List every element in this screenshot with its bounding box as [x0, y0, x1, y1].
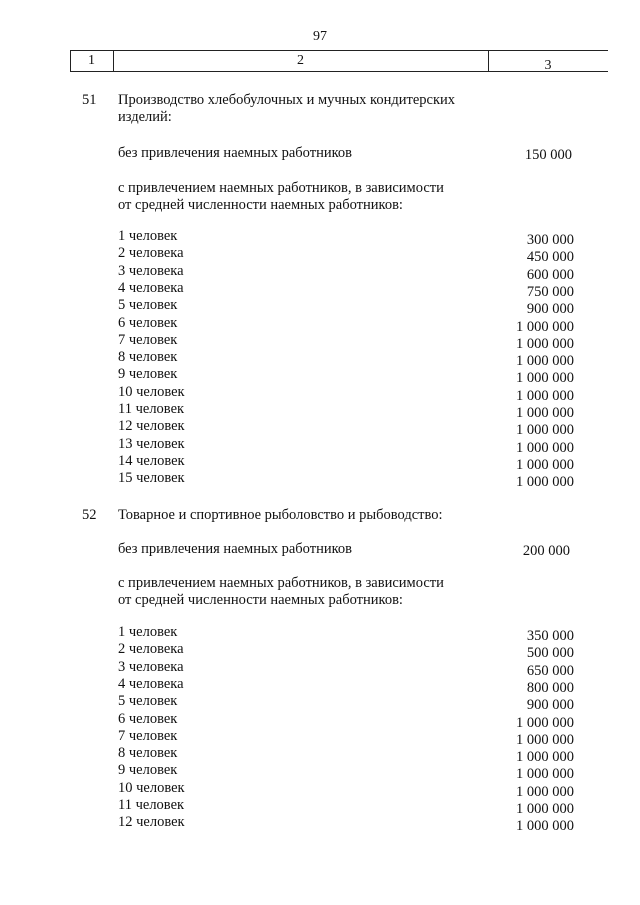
headcount-label: 15 человек: [118, 470, 185, 487]
headcount-label: 12 человек: [118, 814, 185, 831]
header-top-rule: [70, 50, 608, 51]
headcount-label: 14 человек: [118, 452, 185, 469]
amount-value: 650 000: [526, 662, 574, 679]
table-row: [118, 245, 574, 266]
section-title-line: Производство хлебобулочных и мучных кондитерских: [118, 92, 456, 108]
amount-value: 300 000: [526, 232, 574, 248]
section-title-line: изделий:: [118, 109, 172, 125]
with-hired-heading: [118, 180, 444, 214]
without-hired-value: 200 000: [522, 543, 570, 559]
amount-value: 1 000 000: [516, 714, 574, 731]
headcount-label: 9 человек: [118, 762, 178, 779]
amount-value: 1 000 000: [516, 818, 574, 835]
table-row: [118, 658, 574, 679]
table-row: [118, 797, 574, 817]
headcount-label: 12 человек: [118, 418, 185, 435]
headcount-label: 10 человек: [118, 383, 185, 400]
amount-value: 1 000 000: [516, 353, 574, 370]
amount-value: 1 000 000: [516, 783, 574, 800]
section-title: [118, 92, 455, 126]
amount-value: 1 000 000: [516, 405, 574, 421]
with-hired-line: от средней численности наемных работников:: [118, 592, 403, 608]
headcount-label: 7 человек: [118, 331, 178, 348]
amount-value: 1 000 000: [516, 456, 574, 473]
table-row: [118, 641, 574, 662]
column-header-1: 1: [88, 53, 95, 68]
column-header-2: 2: [297, 53, 304, 68]
amount-value: 900 000: [526, 697, 574, 714]
table-row: [118, 745, 574, 766]
table-row: [118, 727, 574, 748]
headcount-label: 2 человека: [118, 641, 184, 658]
table-row: [118, 814, 574, 835]
table-row: [118, 297, 574, 318]
table-row: [118, 331, 574, 352]
headcount-label: 11 человек: [118, 797, 185, 813]
amount-value: 1 000 000: [516, 749, 574, 766]
headcount-label: 3 человека: [118, 658, 184, 675]
with-hired-line: с привлечением наемных работников, в зависимости: [118, 575, 444, 591]
headcount-label: 11 человек: [118, 401, 185, 417]
headcount-label: 4 человека: [118, 279, 184, 296]
headcount-label: 3 человека: [118, 262, 184, 279]
amount-value: 1 000 000: [516, 801, 574, 817]
headcount-label: 8 человек: [118, 349, 178, 366]
headcount-label: 10 человек: [118, 779, 185, 796]
amount-value: 450 000: [526, 249, 574, 266]
headcount-label: 8 человек: [118, 745, 178, 762]
amount-value: 350 000: [526, 628, 574, 644]
without-hired-label: без привлечения наемных работников: [118, 541, 352, 557]
amount-value: 800 000: [526, 679, 574, 696]
headcount-label: 1 человек: [118, 624, 178, 640]
headcount-label: 13 человек: [118, 435, 185, 452]
table-row: [118, 418, 574, 439]
table-row: [118, 675, 574, 696]
amount-value: 1 000 000: [516, 335, 574, 352]
column-header-3: 3: [544, 58, 552, 73]
amount-value: 1 000 000: [516, 387, 574, 404]
with-hired-heading: [118, 575, 444, 609]
amount-value: 1 000 000: [516, 731, 574, 748]
amount-value: 500 000: [526, 645, 574, 662]
amount-value: 1 000 000: [516, 422, 574, 439]
amount-value: 600 000: [526, 266, 574, 283]
table-row: [118, 470, 574, 491]
table-row: [118, 401, 574, 421]
headcount-label: 7 человек: [118, 727, 178, 744]
amount-value: 900 000: [526, 301, 574, 318]
headcount-label: 5 человек: [118, 297, 178, 314]
with-hired-line: с привлечением наемных работников, в зависимости: [118, 180, 444, 196]
amount-value: 1 000 000: [516, 439, 574, 456]
page-number: 97: [313, 29, 327, 44]
section-number: 51: [82, 92, 97, 108]
table-row: [118, 624, 574, 644]
headcount-label: 2 человека: [118, 245, 184, 262]
table-row: [118, 693, 574, 714]
table-row: [118, 228, 574, 248]
table-row: [118, 779, 574, 800]
section-title: Товарное и спортивное рыболовство и рыбоводство:: [118, 507, 443, 523]
headcount-label: 6 человек: [118, 314, 178, 331]
headcount-label: 5 человек: [118, 693, 178, 710]
without-hired-label: без привлечения наемных работников: [118, 145, 352, 161]
table-row: [118, 710, 574, 731]
table-row: [118, 762, 574, 783]
without-hired-value: 150 000: [524, 147, 572, 163]
amount-value: 1 000 000: [516, 766, 574, 783]
headcount-label: 1 человек: [118, 228, 178, 244]
amount-value: 1 000 000: [516, 474, 574, 491]
amount-value: 1 000 000: [516, 370, 574, 387]
table-row: [118, 262, 574, 283]
table-row: [118, 366, 574, 387]
section-number: 52: [82, 507, 97, 523]
headcount-label: 4 человека: [118, 675, 184, 692]
table-row: [118, 452, 574, 473]
table-row: [118, 383, 574, 404]
headcount-label: 6 человек: [118, 710, 178, 727]
with-hired-line: от средней численности наемных работников:: [118, 197, 403, 213]
table-row: [118, 314, 574, 335]
amount-value: 1 000 000: [516, 318, 574, 335]
headcount-label: 9 человек: [118, 366, 178, 383]
amount-value: 750 000: [526, 283, 574, 300]
table-row: [118, 435, 574, 456]
table-row: [118, 279, 574, 300]
table-row: [118, 349, 574, 370]
